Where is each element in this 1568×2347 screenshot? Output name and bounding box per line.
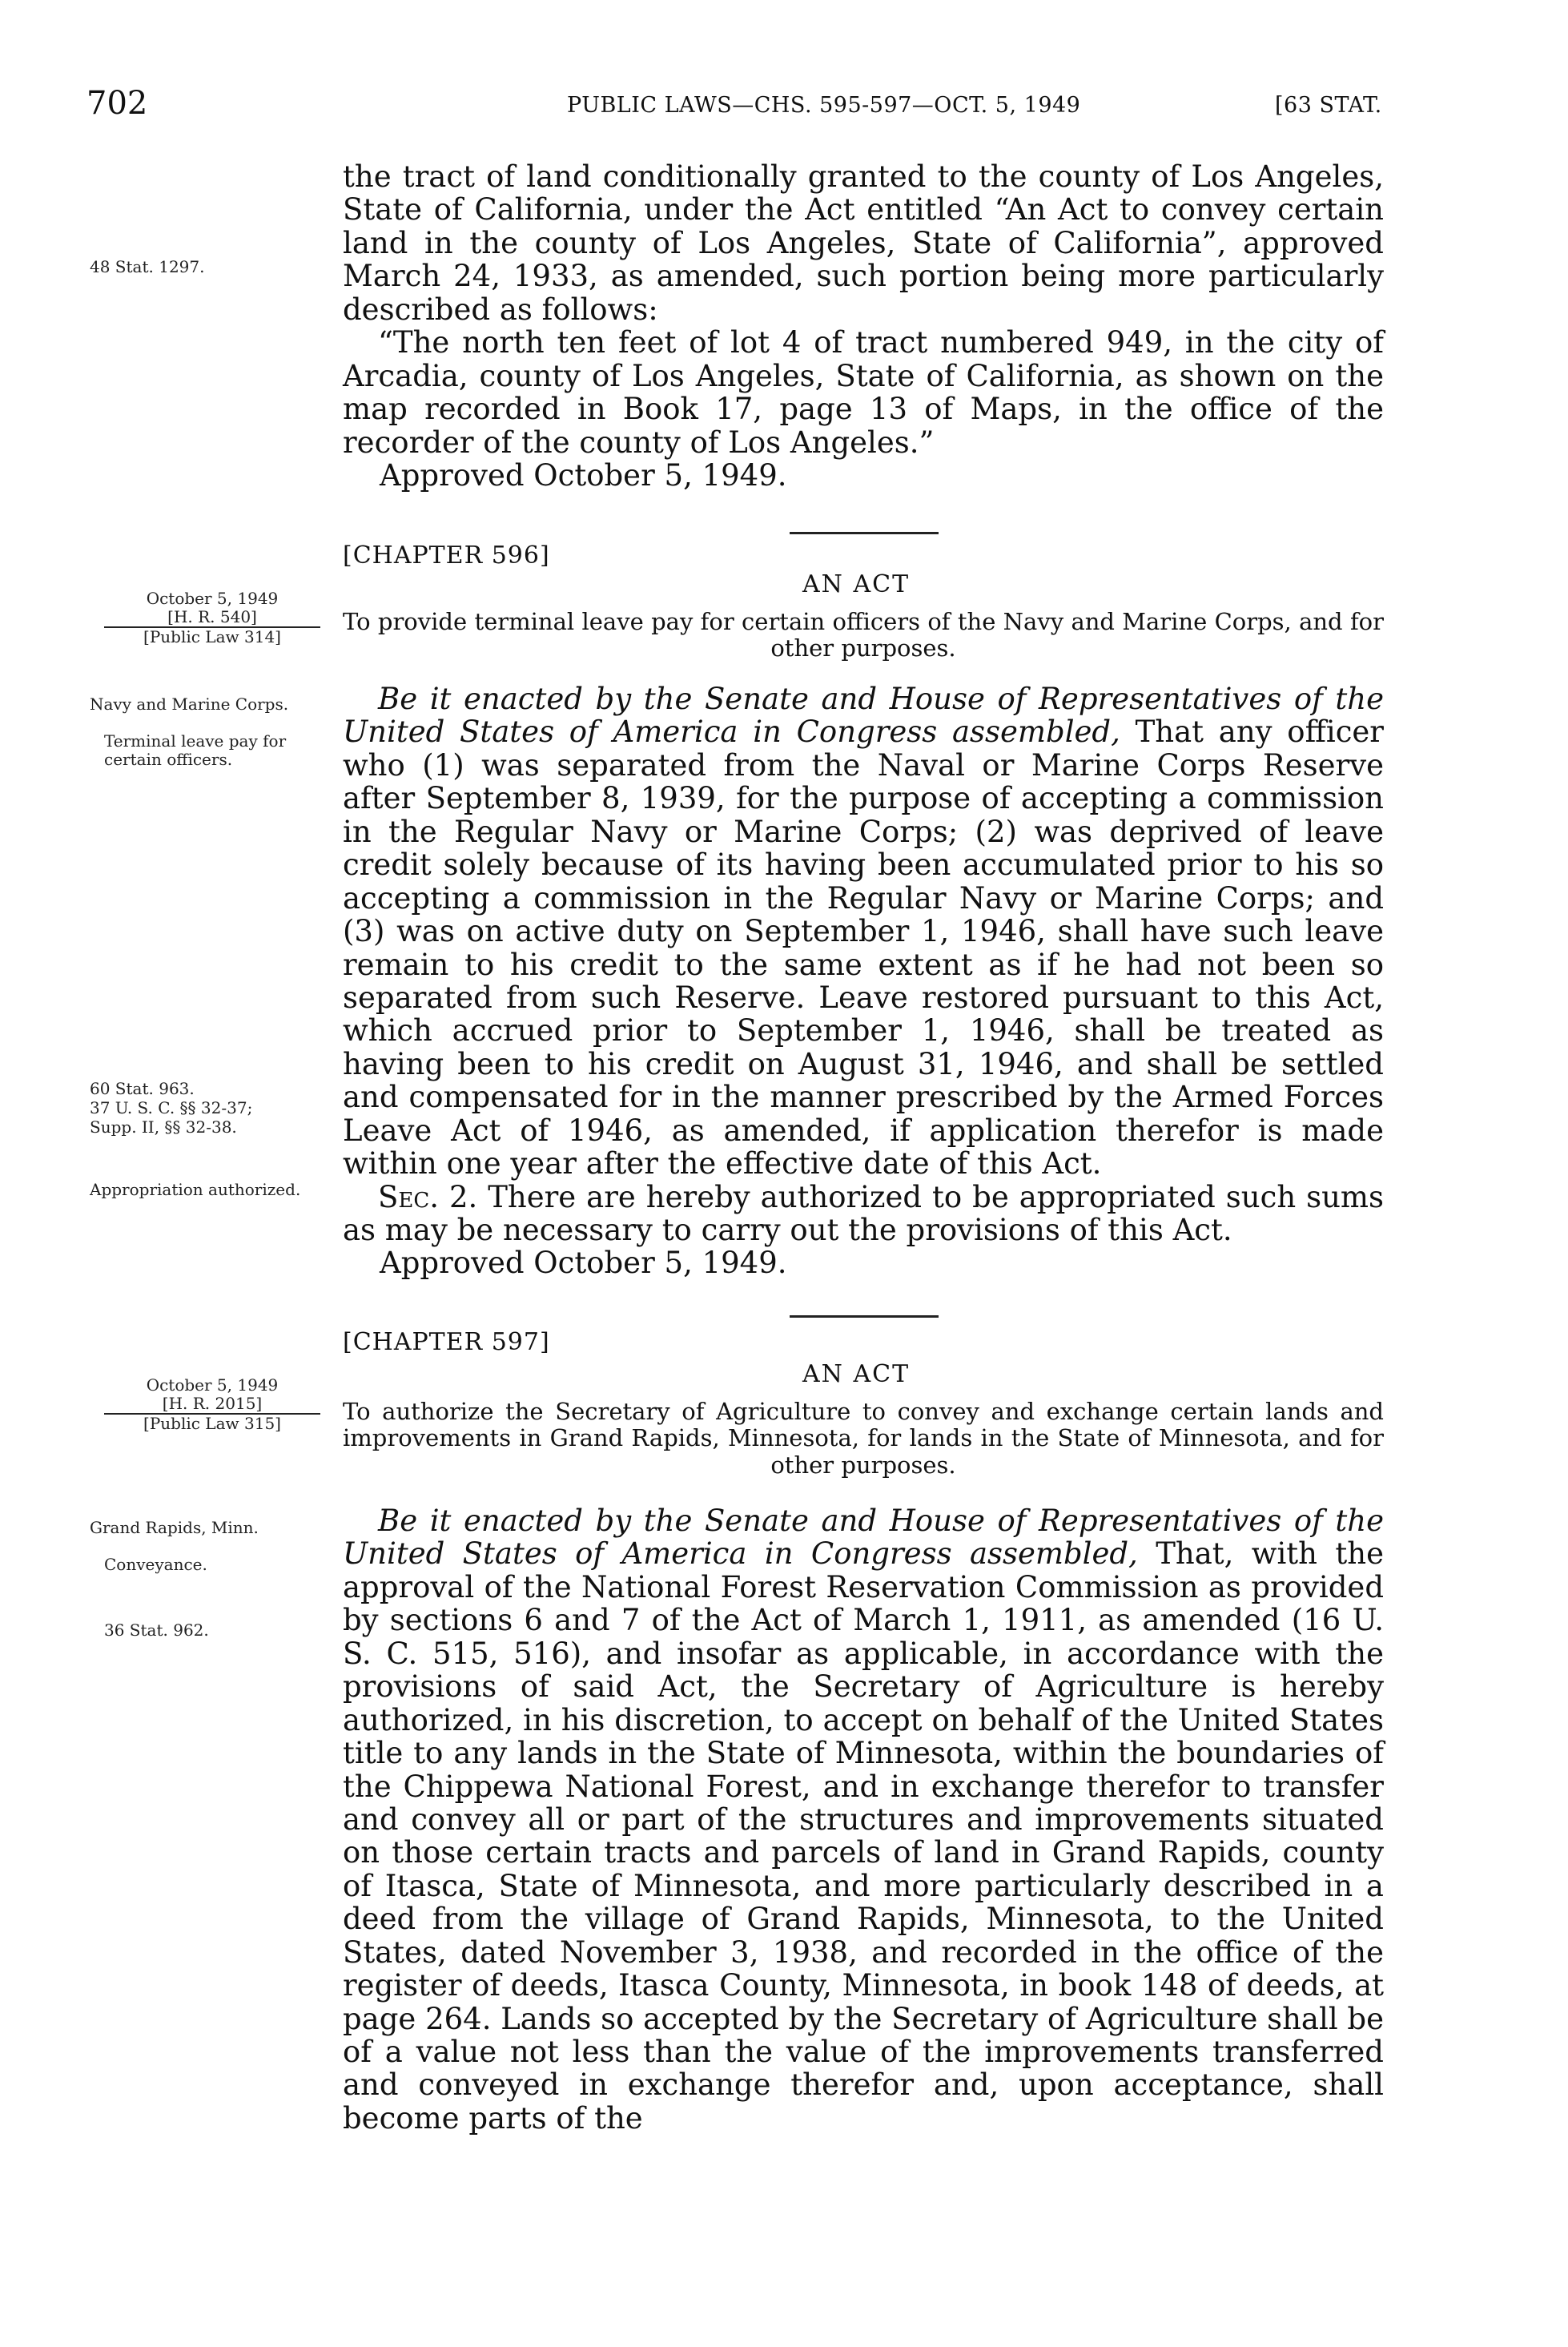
margin-date: October 5, 1949: [146, 589, 279, 608]
margin-public-law: [Public Law 315]: [143, 1414, 281, 1433]
volume-reference: [63 STAT.: [1275, 93, 1382, 118]
chapter-597-text: [343, 1504, 1384, 2135]
margin-appropriation: Appropriation authorized.: [90, 1180, 301, 1199]
chapter-597-an-act: AN ACT: [802, 1360, 911, 1388]
margin-citation-37-usc: 37 U. S. C. §§ 32-37;: [90, 1098, 253, 1117]
chapter-596-purpose: To provide terminal leave pay for certain officers of the Navy and Marine Corps, and for other purposes.: [343, 608, 1384, 662]
chapter-597-margin-date-block: [104, 1376, 320, 1433]
section-1-text: That, with the approval of the National Forest Reservation Commission as provided by sections 6 and 7 of the Act of March 1, 1911, as amended (16 U. S. C. 515, 516), and insofar as applicable, in accordance with the provisions of said Act, the Secretary of Agriculture is hereby authorized, in his discretion, to accept on behalf of the United States title to any lands in the State of Minnesota, within the boundaries of the Chippewa National Forest, and in exchange therefor to transfer and convey all or part of the structures and improvements situated on those certain tracts and parcels of land in Grand Rapids, county of Itasca, State of Minnesota, and more particularly described in a deed from the village of Grand Rapids, Minnesota, to the United States, dated November 3, 1938, and recorded in the office of the register of deeds, Itasca County, Minnesota, in book 148 of deeds, at page 264. Lands so accepted by the Secretary of Agriculture shall be of a value not less than the value of the improvements transferred and conveyed in exchange therefor and, upon acceptance, shall become parts of the: [343, 1536, 1384, 2136]
margin-subtopic-conveyance: Conveyance.: [104, 1555, 207, 1574]
margin-subtopic-terminal-leave: Terminal leave pay for certain officers.: [104, 731, 287, 769]
section-2-text: There are hereby authorized to be appropriated such sums as may be necessary to carry out the provisions of this Act.: [343, 1179, 1385, 1247]
margin-citation-48-stat: 48 Stat. 1297.: [90, 257, 205, 276]
chapter-596-section-2: [343, 1181, 1384, 1247]
chapter-597-purpose: To authorize the Secretary of Agriculture to convey and exchange certain lands and improvements in Grand Rapids, Minnesota, for lands in the State of Minnesota, and for other purposes.: [343, 1398, 1384, 1479]
page-number: 702: [86, 85, 148, 122]
chapter-596-approved: Approved October 5, 1949.: [380, 1246, 787, 1281]
chapter-596-an-act: AN ACT: [802, 570, 911, 598]
margin-citation-36-stat: 36 Stat. 962.: [104, 1620, 209, 1640]
chapter-595-text: [343, 160, 1384, 492]
chapter-595-approved: Approved October 5, 1949.: [380, 457, 787, 493]
margin-date: October 5, 1949: [146, 1375, 279, 1395]
margin-citation-supp: Supp. II, §§ 32-38.: [90, 1117, 237, 1137]
margin-citation-60-stat: 60 Stat. 963.: [90, 1079, 195, 1098]
section-divider: [790, 1315, 939, 1318]
section-1-text: That any officer who (1) was separated from the Naval or Marine Corps Reserve after September 8, 1939, for the purpose of accepting a commission in the Regular Navy or Marine Corps; (2) was deprived of leave credit solely because of its having been accumulated prior to his so accepting a commission in the Regular Navy or Marine Corps; and (3) was on active duty on September 1, 1946, shall have such leave remain to his credit to the same extent as if he had not been so separated from such Reserve. Leave restored pursuant to this Act, which accrued prior to September 1, 1946, shall be treated as having been to his credit on August 31, 1946, and shall be settled and compensated for in the manner prescribed by the Armed Forces Leave Act of 1946, as amended, if application therefor is made within one year after the effective date of this Act.: [343, 715, 1384, 1182]
chapter-597-section-1: [343, 1504, 1384, 2135]
chapter-595-paragraph: the tract of land conditionally granted to the county of Los Angeles, State of California, under the Act entitled “An Act to convey certain land in the county of Los Angeles, State of California”, approved March 24, 1933, as amended, such portion being more particularly described as follows:: [343, 159, 1384, 327]
margin-bill: [H. R. 2015]: [162, 1394, 263, 1413]
chapter-595-description: “The north ten feet of lot 4 of tract numbered 949, in the city of Arcadia, county of Los Angeles, State of California, as shown on the map recorded in Book 17, page 13 of Maps, in the office of the recorder of the county of Los Angeles.”: [343, 325, 1384, 460]
running-title: PUBLIC LAWS—CHS. 595-597—OCT. 5, 1949: [567, 93, 1081, 118]
enacting-clause: Be it enacted by the Senate and House of Representatives of the United States of America in Congress assembled,: [343, 1504, 1384, 1572]
enacting-clause: Be it enacted by the Senate and House of Representatives of the United States of America in Congress assembled,: [343, 682, 1384, 750]
chapter-596-text: [343, 682, 1384, 1280]
section-divider: [790, 532, 939, 534]
margin-public-law: [Public Law 314]: [143, 627, 281, 646]
section-2-label: Sec. 2.: [378, 1179, 478, 1214]
chapter-596-heading: [CHAPTER 596]: [343, 541, 550, 570]
margin-bill: [H. R. 540]: [167, 607, 257, 626]
chapter-597-heading: [CHAPTER 597]: [343, 1328, 550, 1356]
chapter-596-margin-date-block: [104, 590, 320, 646]
margin-topic-navy: Navy and Marine Corps.: [90, 694, 289, 714]
margin-topic-grand-rapids: Grand Rapids, Minn.: [90, 1518, 259, 1537]
chapter-596-section-1: [343, 682, 1384, 1181]
